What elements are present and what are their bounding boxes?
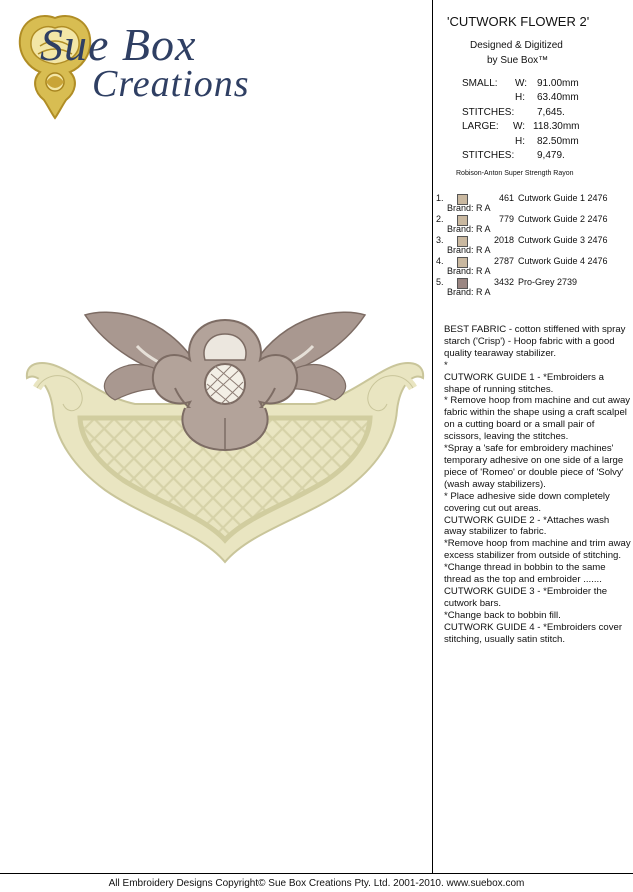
instruction-paragraph: *Change back to bobbin fill. — [444, 609, 561, 621]
small-width-value: 91.00mm — [537, 78, 579, 89]
copyright-footer: All Embroidery Designs Copyright© Sue Box Creations Pty. Ltd. 2001-2010. www.suebox.com — [108, 878, 525, 889]
instruction-paragraph: CUTWORK GUIDE 1 - *Embroiders a shape of running stitches. — [444, 371, 604, 395]
large-stitches-value: 9,479. — [537, 150, 565, 161]
large-size-label: LARGE: — [462, 121, 499, 132]
logo-text-line2: Creations — [92, 63, 250, 105]
small-size-label: SMALL: — [462, 78, 498, 89]
thread-row: 1. 461 Cutwork Guide 1 2476 Brand: R A — [436, 193, 608, 213]
instruction-paragraph: * Remove hoop from machine and cut away fabric within the shape using a craft scalpel on a cutting board or a small pair of scissors, leaving the stitches. — [444, 395, 631, 443]
small-height-value: 63.40mm — [537, 92, 579, 103]
instruction-paragraph: CUTWORK GUIDE 4 - *Embroiders cover stitching, usually satin stitch. — [444, 621, 623, 645]
design-title: 'CUTWORK FLOWER 2' — [447, 14, 590, 29]
large-stitches-label: STITCHES: — [462, 150, 515, 161]
thread-row: 4. 2787 Cutwork Guide 4 2476 Brand: R A — [436, 256, 608, 276]
instruction-paragraph: * Place adhesive side down completely covering cut out areas. — [444, 490, 610, 514]
large-width-value: 118.30mm — [533, 121, 580, 132]
small-stitches-label: STITCHES: — [462, 107, 515, 118]
instruction-paragraph: *Change thread in bobbin to the same thread as the top and embroider ....... — [444, 562, 606, 586]
thread-brand-info: Robison-Anton Super Strength Rayon — [456, 170, 574, 177]
instruction-paragraph: *Remove hoop from machine and trim away excess stabilizer from outside of stitching. — [444, 538, 631, 562]
small-stitches-value: 7,645. — [537, 107, 565, 118]
credit-line-1: Designed & Digitized — [470, 40, 563, 51]
instruction-paragraph: CUTWORK GUIDE 2 - *Attaches wash away stabilizer to fabric. — [444, 514, 610, 538]
cutwork-flower-embroidery-image — [25, 300, 425, 565]
credit-line-2: by Sue Box™ — [487, 55, 549, 66]
brand-logo — [10, 10, 270, 120]
instructions-text — [444, 324, 632, 645]
large-width-label: W: — [513, 121, 526, 132]
large-height-label: H: — [515, 136, 525, 147]
footer-rule — [0, 873, 633, 874]
instruction-paragraph: *Spray a 'safe for embroidery machines' temporary adhesive on one side of a large piece of 'Romeo' or double piece of 'Solvy' (wash away stabilizers). — [444, 443, 624, 490]
small-width-label: W: — [515, 78, 528, 89]
column-divider — [432, 0, 433, 873]
thread-row: 2. 779 Cutwork Guide 2 2476 Brand: R A — [436, 214, 608, 234]
large-height-value: 82.50mm — [537, 136, 579, 147]
thread-row: 5. 3432 Pro-Grey 2739 Brand: R A — [436, 277, 578, 297]
logo-text-line1: Sue Box — [40, 19, 197, 70]
instruction-paragraph: BEST FABRIC - cotton stiffened with spray starch ('Crisp') - Hoop fabric with a good quality tearaway stabilizer. — [444, 324, 626, 359]
small-height-label: H: — [515, 92, 525, 103]
instruction-paragraph: * — [444, 359, 448, 371]
instruction-paragraph: CUTWORK GUIDE 3 - *Embroider the cutwork bars. — [444, 585, 608, 609]
thread-row: 3. 2018 Cutwork Guide 3 2476 Brand: R A — [436, 235, 608, 255]
